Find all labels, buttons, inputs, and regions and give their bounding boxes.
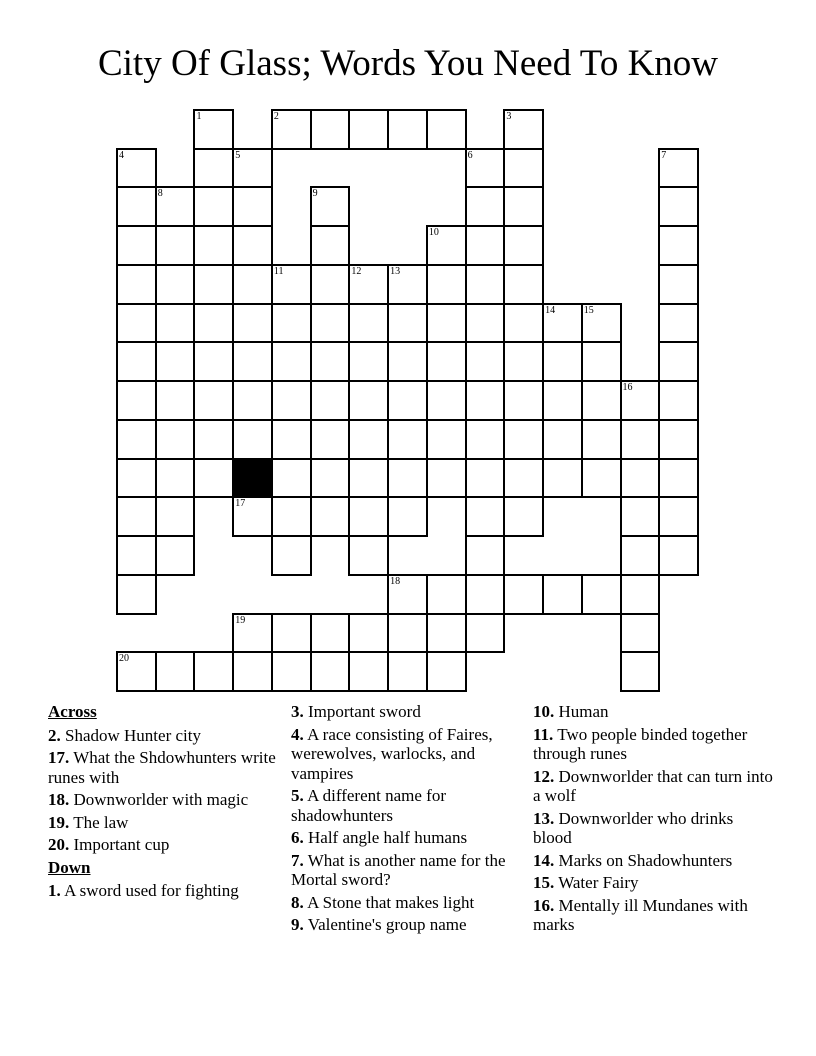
grid-cell[interactable] [503, 303, 544, 344]
clue-down-14: 14. Marks on Shadowhunters [533, 850, 733, 870]
grid-cell[interactable] [465, 186, 506, 227]
grid-cell[interactable] [155, 651, 196, 692]
grid-cell[interactable] [310, 458, 351, 499]
grid-cell[interactable] [620, 535, 661, 576]
grid-cell[interactable] [271, 458, 312, 499]
grid-cell[interactable] [503, 264, 544, 305]
clues-column-3 [533, 702, 773, 938]
clue-number: 16 [622, 382, 633, 394]
grid-cell[interactable] [465, 574, 506, 615]
grid-cell[interactable] [310, 496, 351, 537]
grid-cell[interactable] [155, 380, 196, 421]
clue-number: 5 [235, 149, 241, 161]
clue-down-16: 16. Mentally ill Mundanes with marks [533, 895, 748, 934]
grid-cell[interactable] [503, 186, 544, 227]
grid-cell[interactable] [155, 225, 196, 266]
grid-cell[interactable] [465, 458, 506, 499]
grid-cell[interactable] [348, 419, 389, 460]
grid-cell[interactable] [426, 458, 467, 499]
grid-cell[interactable] [116, 574, 157, 615]
grid-cell[interactable] [465, 380, 506, 421]
clue-number: 2 [273, 111, 279, 122]
grid-cell[interactable] [310, 651, 351, 692]
grid-cell[interactable] [271, 109, 312, 150]
grid-cell[interactable] [310, 341, 351, 382]
grid-cell[interactable] [465, 341, 506, 382]
grid-cell[interactable] [542, 303, 583, 344]
grid-cell[interactable] [387, 341, 428, 382]
grid-cell[interactable] [116, 458, 157, 499]
grid-cell[interactable] [155, 535, 196, 576]
grid-cell[interactable] [387, 496, 428, 537]
grid-cell[interactable] [116, 419, 157, 460]
grid-cell[interactable] [387, 458, 428, 499]
grid-cell[interactable] [271, 264, 312, 305]
grid-cell[interactable] [348, 341, 389, 382]
clue-number: 15 [583, 304, 594, 316]
clue-down-3: 3. Important sword [291, 702, 421, 721]
grid-cell[interactable] [426, 651, 467, 692]
grid-cell[interactable] [116, 341, 157, 382]
grid-cell[interactable] [658, 341, 699, 382]
grid-cell[interactable] [387, 380, 428, 421]
grid-cell[interactable] [620, 419, 661, 460]
page-title: City Of Glass; Words You Need To Know [97, 43, 719, 84]
grid-cell[interactable] [465, 419, 506, 460]
black-cell [232, 458, 273, 499]
grid-cell[interactable] [542, 574, 583, 615]
grid-cell[interactable] [232, 341, 273, 382]
clue-number: 20 [119, 653, 129, 665]
grid-cell[interactable] [193, 419, 234, 460]
grid-cell[interactable] [581, 341, 622, 382]
clue-down-1: 1. A sword used for fighting [48, 881, 239, 900]
clue-down-8: 8. A Stone that makes light [291, 892, 475, 912]
grid-cell[interactable] [658, 535, 699, 576]
grid-cell[interactable] [620, 380, 661, 421]
grid-cell[interactable] [503, 380, 544, 421]
down-heading: Down [48, 857, 91, 877]
grid-cell[interactable] [542, 380, 583, 421]
clue-number: 12 [351, 265, 362, 277]
clue-number: 17 [235, 498, 246, 510]
grid-cell[interactable] [658, 186, 699, 227]
grid-cell[interactable] [232, 186, 273, 227]
clue-across-20: 20. Important cup [48, 835, 170, 854]
grid-cell[interactable] [658, 458, 699, 499]
grid-cell[interactable] [232, 303, 273, 344]
grid-cell[interactable] [503, 341, 544, 382]
grid-cell[interactable] [155, 496, 196, 537]
across-heading: Across [48, 702, 97, 721]
grid-cell[interactable] [193, 225, 234, 266]
grid-cell[interactable] [465, 148, 506, 189]
grid-cell[interactable] [232, 419, 273, 460]
grid-cell[interactable] [193, 148, 234, 189]
grid-cell[interactable] [503, 496, 544, 537]
grid-cell[interactable] [348, 264, 389, 305]
grid-cell[interactable] [542, 458, 583, 499]
clue-number: 9 [312, 188, 318, 200]
grid-cell[interactable] [387, 419, 428, 460]
clue-down-12: 12. Downworlder that can turn into a wolf [533, 766, 773, 805]
grid-cell[interactable] [310, 303, 351, 344]
grid-cell[interactable] [658, 303, 699, 344]
grid-cell[interactable] [271, 380, 312, 421]
clues-column-1 [48, 702, 278, 904]
clue-number: 11 [273, 265, 284, 277]
grid-cell[interactable] [581, 458, 622, 499]
grid-cell[interactable] [503, 419, 544, 460]
grid-cell[interactable] [387, 264, 428, 305]
grid-cell[interactable] [116, 303, 157, 344]
clue-number: 18 [390, 575, 401, 587]
grid-cell[interactable] [426, 380, 467, 421]
grid-cell[interactable] [310, 419, 351, 460]
clue-down-11: 11. Two people binded together through runes [533, 724, 748, 763]
grid-cell[interactable] [116, 535, 157, 576]
grid-cell[interactable] [271, 535, 312, 576]
grid-cell[interactable] [348, 613, 389, 654]
clue-number: 6 [467, 149, 473, 161]
grid-cell[interactable] [348, 496, 389, 537]
grid-cell[interactable] [116, 225, 157, 266]
grid-cell[interactable] [426, 341, 467, 382]
grid-cell[interactable] [426, 109, 467, 150]
clue-number: 10 [428, 227, 439, 239]
grid-cell[interactable] [542, 419, 583, 460]
clue-down-4: 4. A race consisting of Faires, werewolves, warlocks, and vampires [291, 724, 493, 783]
grid-cell[interactable] [155, 303, 196, 344]
grid-cell[interactable] [465, 613, 506, 654]
clue-number: 4 [119, 149, 124, 161]
clue-down-15: 15. Water Fairy [533, 873, 639, 892]
grid-cell[interactable] [620, 613, 661, 654]
grid-cell[interactable] [581, 380, 622, 421]
clues-column-2 [291, 702, 521, 938]
clue-down-7: 7. What is another name for the Mortal sword? [291, 850, 506, 889]
grid-cell[interactable] [116, 186, 157, 227]
clue-down-5: 5. A different name for shadowhunters [291, 786, 447, 825]
grid-cell[interactable] [387, 303, 428, 344]
grid-cell[interactable] [193, 109, 234, 150]
grid-cell[interactable] [310, 225, 351, 266]
grid-cell[interactable] [503, 109, 544, 150]
grid-cell[interactable] [426, 419, 467, 460]
grid-cell[interactable] [658, 496, 699, 537]
grid-cell[interactable] [387, 109, 428, 150]
clue-down-10: 10. Human [533, 702, 609, 721]
grid-cell[interactable] [193, 341, 234, 382]
clue-number: 13 [390, 265, 401, 277]
grid-cell[interactable] [232, 380, 273, 421]
grid-cell[interactable] [193, 303, 234, 344]
grid-cell[interactable] [271, 651, 312, 692]
grid-cell[interactable] [387, 574, 428, 615]
grid-cell[interactable] [503, 225, 544, 266]
grid-cell[interactable] [465, 496, 506, 537]
grid-cell[interactable] [465, 264, 506, 305]
grid-cell[interactable] [581, 574, 622, 615]
grid-cell[interactable] [542, 341, 583, 382]
grid-cell[interactable] [465, 535, 506, 576]
grid-cell[interactable] [503, 574, 544, 615]
grid-cell[interactable] [310, 109, 351, 150]
grid-cell[interactable] [348, 380, 389, 421]
grid-cell[interactable] [426, 613, 467, 654]
grid-cell[interactable] [193, 264, 234, 305]
grid-cell[interactable] [271, 341, 312, 382]
grid-cell[interactable] [193, 458, 234, 499]
grid-cell[interactable] [116, 264, 157, 305]
grid-cell[interactable] [503, 148, 544, 189]
grid-cell[interactable] [193, 186, 234, 227]
grid-cell[interactable] [387, 613, 428, 654]
clue-number: 19 [235, 614, 246, 626]
grid-cell[interactable] [271, 303, 312, 344]
grid-cell[interactable] [116, 651, 157, 692]
grid-cell[interactable] [348, 303, 389, 344]
grid-cell[interactable] [348, 109, 389, 150]
grid-cell[interactable] [465, 225, 506, 266]
clue-number: 8 [157, 188, 163, 200]
grid-cell[interactable] [581, 303, 622, 344]
grid-cell[interactable] [465, 303, 506, 344]
grid-cell[interactable] [310, 264, 351, 305]
grid-cell[interactable] [387, 651, 428, 692]
grid-cell[interactable] [581, 419, 622, 460]
grid-cell[interactable] [658, 225, 699, 266]
clue-across-17: 17. What the Shdowhunters write runes with [48, 748, 276, 787]
grid-cell[interactable] [232, 264, 273, 305]
grid-cell[interactable] [193, 651, 234, 692]
grid-cell[interactable] [116, 496, 157, 537]
grid-cell[interactable] [658, 419, 699, 460]
grid-cell[interactable] [620, 458, 661, 499]
grid-cell[interactable] [232, 651, 273, 692]
clue-number: 3 [506, 111, 512, 122]
grid-cell[interactable] [348, 651, 389, 692]
grid-cell[interactable] [155, 458, 196, 499]
grid-cell[interactable] [116, 380, 157, 421]
grid-cell[interactable] [426, 574, 467, 615]
crossword-grid [117, 110, 698, 691]
grid-cell[interactable] [193, 380, 234, 421]
grid-cell[interactable] [116, 148, 157, 189]
clue-number: 14 [545, 304, 556, 316]
grid-cell[interactable] [155, 264, 196, 305]
grid-cell[interactable] [232, 148, 273, 189]
grid-cell[interactable] [310, 613, 351, 654]
clue-down-9: 9. Valentine's group name [291, 915, 467, 934]
grid-cell[interactable] [426, 225, 467, 266]
grid-cell[interactable] [155, 341, 196, 382]
grid-cell[interactable] [348, 535, 389, 576]
grid-cell[interactable] [310, 380, 351, 421]
clue-down-6: 6. Half angle half humans [291, 828, 468, 847]
grid-cell[interactable] [426, 264, 467, 305]
grid-cell[interactable] [310, 186, 351, 227]
grid-cell[interactable] [620, 496, 661, 537]
clue-down-13: 13. Downworlder who drinks blood [533, 808, 734, 847]
grid-cell[interactable] [271, 496, 312, 537]
clue-number: 1 [196, 111, 202, 122]
grid-cell[interactable] [620, 574, 661, 615]
clue-number: 7 [661, 149, 667, 161]
clue-across-19: 19. The law [48, 812, 129, 832]
grid-cell[interactable] [155, 186, 196, 227]
grid-cell[interactable] [271, 613, 312, 654]
grid-cell[interactable] [155, 419, 196, 460]
grid-cell[interactable] [426, 303, 467, 344]
clue-across-18: 18. Downworlder with magic [48, 790, 249, 809]
grid-cell[interactable] [271, 419, 312, 460]
grid-cell[interactable] [232, 613, 273, 654]
grid-cell[interactable] [503, 458, 544, 499]
grid-cell[interactable] [658, 148, 699, 189]
clue-across-2: 2. Shadow Hunter city [48, 725, 201, 745]
grid-cell[interactable] [620, 651, 661, 692]
grid-cell[interactable] [232, 225, 273, 266]
grid-cell[interactable] [232, 496, 273, 537]
grid-cell[interactable] [658, 264, 699, 305]
grid-cell[interactable] [658, 380, 699, 421]
grid-cell[interactable] [348, 458, 389, 499]
